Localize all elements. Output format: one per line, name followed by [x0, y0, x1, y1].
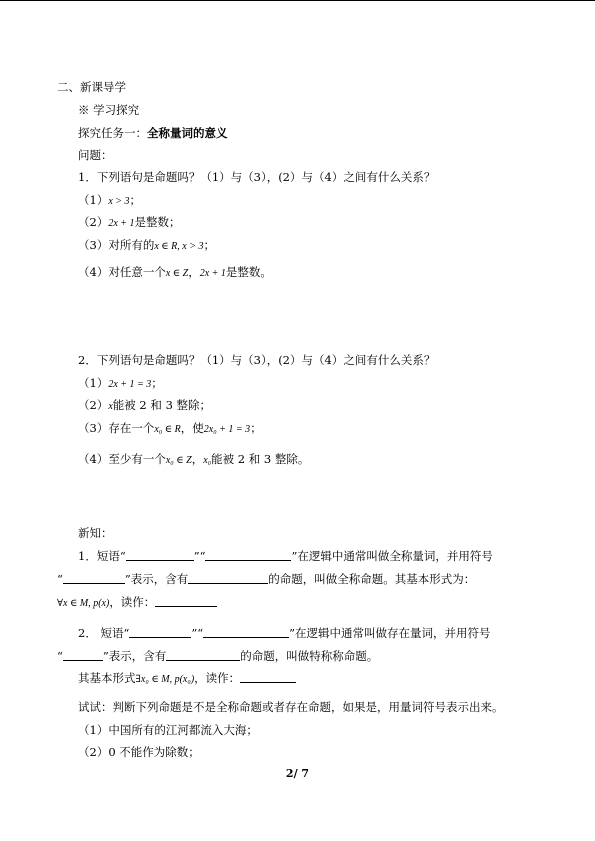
- q1-item-2: （2）2x + 1是整数；: [78, 215, 181, 229]
- nk-p2-line3: 其基本形式∃x₀ ∈ M, p(x₀)，读作：: [78, 671, 296, 687]
- q2-item-1: （1）2x + 1 = 3；: [78, 376, 163, 390]
- fill-blank[interactable]: [63, 572, 125, 584]
- fill-blank[interactable]: [155, 595, 217, 607]
- page-number: 2/ 7: [285, 767, 310, 780]
- nk-p1-line2: “ ”表示，含有 的命题，叫做全称命题。其基本形式为：: [57, 572, 476, 586]
- task-prefix: 探究任务一：: [78, 126, 147, 140]
- fill-blank[interactable]: [129, 626, 191, 638]
- q1-prompt: 1．下列语句是命题吗？（1）与（3），(2）与（4）之间有什么关系？: [78, 170, 436, 184]
- q2-prompt: 2．下列语句是命题吗？（1）与（3），(2）与（4）之间有什么关系？: [78, 353, 436, 367]
- exercise-prompt: 试试：判断下列命题是不是全称命题或者存在命题，如果是，用量词符号表示出来。: [78, 700, 504, 714]
- subheading: ※ 学习探究: [78, 103, 140, 117]
- fill-blank[interactable]: [166, 649, 240, 661]
- q1-item-3: （3）对所有的x ∈ R, x > 3；: [78, 238, 215, 252]
- task-title: 全称量词的意义: [147, 126, 228, 140]
- fill-blank[interactable]: [240, 671, 296, 683]
- fill-blank[interactable]: [205, 549, 291, 561]
- exercise-item-2: （2）0 不能作为除数；: [78, 745, 200, 759]
- q2-item-2: （2）x能被 2 和 3 整除；: [78, 398, 212, 412]
- fill-blank[interactable]: [188, 572, 268, 584]
- task-heading: [78, 126, 228, 140]
- q2-item-4: （4）至少有一个x₀ ∈ Z，x₀能被 2 和 3 整除。: [78, 452, 310, 466]
- exercise-item-1: （1）中国所有的江河都流入大海；: [78, 723, 258, 737]
- fill-blank[interactable]: [126, 549, 194, 561]
- fill-blank[interactable]: [63, 649, 103, 661]
- question-label: 问题：: [78, 148, 113, 162]
- q2-item-3: （3）存在一个x₀ ∈ R，使2x₀ + 1 = 3；: [78, 421, 262, 435]
- header-rule: [0, 0, 595, 1]
- nk-p1-line1: 1．短语“ ”“ ”在逻辑中通常叫做全称量词，并用符号: [78, 549, 493, 563]
- new-knowledge-label: 新知：: [78, 526, 113, 540]
- nk-p2-line2: “ ”表示，含有 的命题，叫做特称称命题。: [57, 649, 379, 663]
- q1-item-4: （4）对任意一个x ∈ Z，2x + 1是整数。: [78, 265, 272, 279]
- nk-p2-line1: 2． 短语“ ”“ ”在逻辑中通常叫做存在量词，并用符号: [78, 626, 491, 640]
- section-heading: 二、新课导学: [57, 80, 126, 94]
- fill-blank[interactable]: [203, 626, 289, 638]
- nk-p1-line3: ∀x ∈ M, p(x)，读作：: [57, 595, 217, 611]
- q1-item-1: （1）x > 3；: [78, 193, 142, 207]
